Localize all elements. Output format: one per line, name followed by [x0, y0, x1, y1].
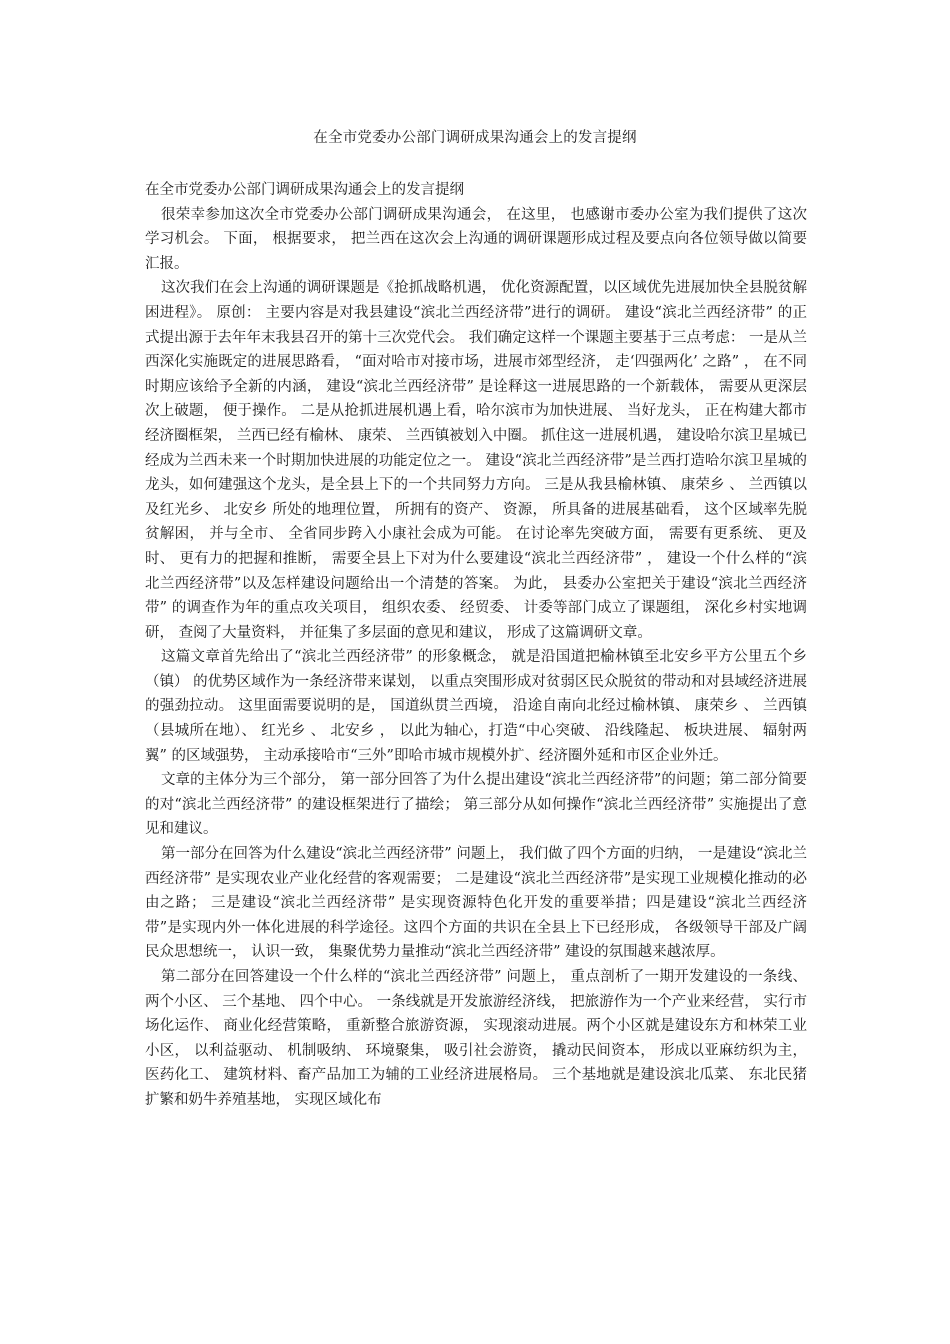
paragraph-5: 第一部分在回答为什么建设“滨北兰西经济带” 问题上， 我们做了四个方面的归纳， 一是建设“滨北兰西经济带” 是实现农业产业化经营的客观需要； 二是建设“滨北兰西经济带”是实现工业规模化推动的必由之路； 三是建设“滨北兰西经济带” 是实现资源特色化开发的重要举措；四是建设“滨北兰西经济带”是实现内外一体化进展的科学途径。这四个方面的共识在全县上下已经形成， 各级领导干部及广阔民众思想统一， 认识一致， 集聚优势力量推动“滨北兰西经济带” 建设的氛围越来越浓厚。 — [145, 846, 807, 961]
paragraph-3: 这篇文章首先给出了“滨北兰西经济带” 的形象概念， 就是沿国道把榆林镇至北安乡平方公里五个乡（镇） 的优势区域作为一条经济带来谋划， 以重点突围形成对贫弱区民众脱贫的带动和对县域经济进展的强劲拉动。 这里面需要说明的是， 国道纵贯兰西境， 沿途自南向北经过榆林镇、 康荣乡 、 兰西镇（县城所在地）、 红光乡 、 北安乡 ， 以此为轴心，打造“中心突破、 沿线隆起、 板块进展、 辐射两翼” 的区域强势， 主动承接哈市“三外”即哈市城市规模外扩、经济圈外延和市区企业外迁。 — [145, 649, 807, 764]
document-subtitle: 在全市党委办公部门调研成果沟通会上的发言提纲 — [145, 182, 464, 198]
document-title: 在全市党委办公部门调研成果沟通会上的发言提纲 — [313, 130, 637, 146]
paragraph-2: 这次我们在会上沟通的调研课题是《抢抓战略机遇， 优化资源配置，以区域优先进展加快全县脱贫解困进程》。 原创： 主要内容是对我县建设“滨北兰西经济带”进行的调研。 建设“滨北兰西经济带” 的正式提出源于去年年末我县召开的第十三次党代会。 我们确定这样一个课题主要基于三点考虑： 一是从兰西深化实施既定的进展思路看， “面对哈市对接市场，进展市郊型经济， 走‘四强两化’ 之路” ， 在不同时期应该给予全新的内涵， 建设“滨北兰西经济带” 是诠释这一进展思路的一个新载体， 需要从更深层次上破题， 便于操作。 二是从抢抓进展机遇上看，哈尔滨市为加快进展、 当好龙头， 正在构建大都市经济圈框架， 兰西已经有榆林、 康荣、 兰西镇被划入中圈。 抓住这一进展机遇， 建设哈尔滨卫星城已经成为兰西未来一个时期加快进展的功能定位之一。 建设“滨北兰西经济带”是兰西打造哈尔滨卫星城的龙头，如何建强这个龙头，是全县上下的一个共同努力方向。 三是从我县榆林镇、 康荣乡 、 兰西镇以及红光乡、 北安乡 所处的地理位置， 所拥有的资产、 资源， 所具备的进展基础看， 这个区域率先脱贫解困， 并与全市、 全省同步跨入小康社会成为可能。 在讨论率先突破方面， 需要有更系统、 更及时、 更有力的把握和推断， 需要全县上下对为什么要建设“滨北兰西经济带” ， 建设一个什么样的“滨北兰西经济带”以及怎样建设问题给出一个清楚的答案。 为此， 县委办公室把关于建设“滨北兰西经济带” 的调查作为年的重点攻关项目， 组织农委、 经贸委、 计委等部门成立了课题组， 深化乡村实地调研， 查阅了大量资料， 并征集了多层面的意见和建议， 形成了这篇调研文章。 — [145, 280, 807, 641]
paragraph-6: 第二部分在回答建设一个什么样的“滨北兰西经济带” 问题上， 重点剖析了一期开发建设的一条线、 两个小区、 三个基地、 四个中心。 一条线就是开发旅游经济线， 把旅游作为一个产业来经营， 实行市场化运作、 商业化经营策略， 重新整合旅游资源， 实现滚动进展。两个小区就是建设东方和林荣工业小区， 以利益驱动、 机制吸纳、 环境聚集， 吸引社会游资， 撬动民间资本， 形成以亚麻纺织为主， 医药化工、 建筑材料、畜产品加工为辅的工业经济进展格局。 三个基地就是建设滨北瓜菜、 东北民猪扩繁和奶牛养殖基地， 实现区域化布 — [145, 969, 807, 1108]
paragraph-1: 很荣幸参加这次全市党委办公部门调研成果沟通会， 在这里， 也感谢市委办公室为我们提供了这次学习机会。 下面， 根据要求， 把兰西在这次会上沟通的调研课题形成过程及要点向各位领导做以简要汇报。 — [145, 206, 807, 272]
paragraph-4: 文章的主体分为三个部分， 第一部分回答了为什么提出建设“滨北兰西经济带”的问题；第二部分简要的对“滨北兰西经济带” 的建设框架进行了描绘； 第三部分从如何操作“滨北兰西经济带” 实施提出了意见和建议。 — [145, 772, 807, 838]
document-body — [145, 178, 807, 1113]
